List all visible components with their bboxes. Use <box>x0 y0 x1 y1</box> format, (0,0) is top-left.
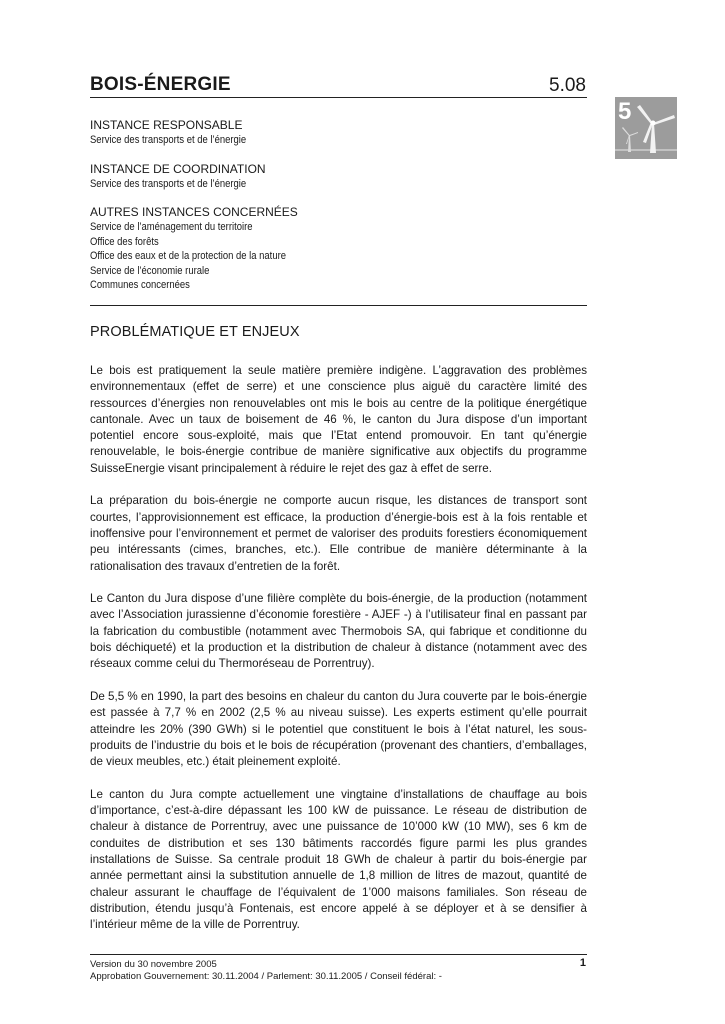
section-divider <box>90 305 587 306</box>
wind-turbine-icon <box>615 97 677 159</box>
instance-responsable <box>90 118 587 148</box>
instance-item: Office des forêts <box>90 235 159 248</box>
title-divider <box>90 97 587 98</box>
footer-version: Version du 30 novembre 2005 <box>90 959 217 970</box>
chapter-badge-number: 5 <box>618 98 632 125</box>
instance-item: Communes concernées <box>90 279 190 291</box>
paragraph: Le bois est pratiquement la seule matière première indigène. L’aggravation des problèmes environnementaux (effet de serre) et une conscience plus aiguë du caractère limité des ressources d’énergies non renouvelables ont mis le bois au centre de la politique énergétique cantonale. Avec un taux de boisement de 46 %, le canton du Jura dispose d’un important potentiel encore sous-exploité, mais que l’Etat entend promouvoir. En tant qu’énergie renouvelable, le bois-énergie contribue de manière significative aux objectifs du programme SuisseEnergie visant principalement à réduire le rejet des gaz à effet de serre. <box>90 364 587 475</box>
body-text <box>90 363 587 950</box>
instance-heading: AUTRES INSTANCES CONCERNÉES <box>90 205 298 219</box>
page-title: BOIS-ÉNERGIE <box>90 74 231 95</box>
paragraph: Le Canton du Jura dispose d’une filière complète du bois-énergie, de la production (notamment avec l’Association jurassienne d’économie forestière - AJEF -) à l’utilisateur final en passant par la fabrication du combustible (notamment avec Thermobois SA, qui fabrique et conditionne du bois déchiqueté) et la production et la distribution de chaleur à distance (notamment avec des réseaux comme celui du Thermoréseau de Porrentruy). <box>90 592 587 671</box>
section-heading: PROBLÉMATIQUE ET ENJEUX <box>90 324 300 340</box>
instance-heading: INSTANCE RESPONSABLE <box>90 118 243 132</box>
autres-instances <box>90 205 587 293</box>
instances-block <box>90 118 587 307</box>
footer-divider <box>90 954 587 955</box>
instance-heading: INSTANCE DE COORDINATION <box>90 161 266 176</box>
paragraph: La préparation du bois-énergie ne comporte aucun risque, les distances de transport sont courtes, l’approvisionnement est efficace, la production d’énergie-bois est à la fois rentable et inoffensive pour l’environnement et permet de valoriser des produits forestiers économiquement peu intéressants (cimes, branches, etc.). Elle contribue de manière déterminante à la rationalisation des travaux d’entretien de la forêt. <box>90 494 587 573</box>
page-number: 1 <box>579 957 586 969</box>
chapter-badge <box>615 97 677 159</box>
instance-item: Office des eaux et de la protection de la nature <box>90 250 286 262</box>
footer-approval: Approbation Gouvernement: 30.11.2004 / Parlement: 30.11.2005 / Conseil fédéral: - <box>90 971 442 982</box>
instance-item: Service de l’aménagement du territoire <box>90 221 253 233</box>
section-number: 5.08 <box>549 75 586 96</box>
instance-item: Service de l’économie rurale <box>90 264 210 277</box>
instance-coordination <box>90 162 587 192</box>
paragraph: Le canton du Jura compte actuellement une vingtaine d’installations de chauffage au bois d’importance, c’est-à-dire dépassant les 100 kW de puissance. Le réseau de distribution de chaleur à distance de Porrentruy, avec une puissance de 10’000 kW (10 MW), ses 6 km de conduites de distribution et ses 130 bâtiments raccordés figure parmi les plus grandes installations de Suisse. Sa centrale produit 18 GWh de chaleur à partir du bois-énergie par année permettant ainsi la substitution annuelle de 1,8 million de litres de mazout, quantité de chaleur assurant le chauffage de l’équivalent de 1’000 maisons familiales. Son réseau de distribution, étendu jusqu’à Fontenais, est encore appelé à se déployer et à se densifier à l’intérieur même de la ville de Porrentruy. <box>90 787 587 932</box>
paragraph: De 5,5 % en 1990, la part des besoins en chaleur du canton du Jura couverte par le bois-énergie est passée à 7,7 % en 2002 (2,5 % au niveau suisse). Les experts estiment qu’elle pourrait atteindre les 20% (390 GWh) si le potentiel que constituent le bois à l’état naturel, les sous-produits de l’industrie du bois et le bois de récupération (provenant des chantiers, d’emballages, de vieux meubles, etc.) était pleinement exploité. <box>90 689 587 769</box>
instance-item: Service des transports et de l’énergie <box>90 177 247 190</box>
instance-item: Service des transports et de l’énergie <box>90 134 247 146</box>
